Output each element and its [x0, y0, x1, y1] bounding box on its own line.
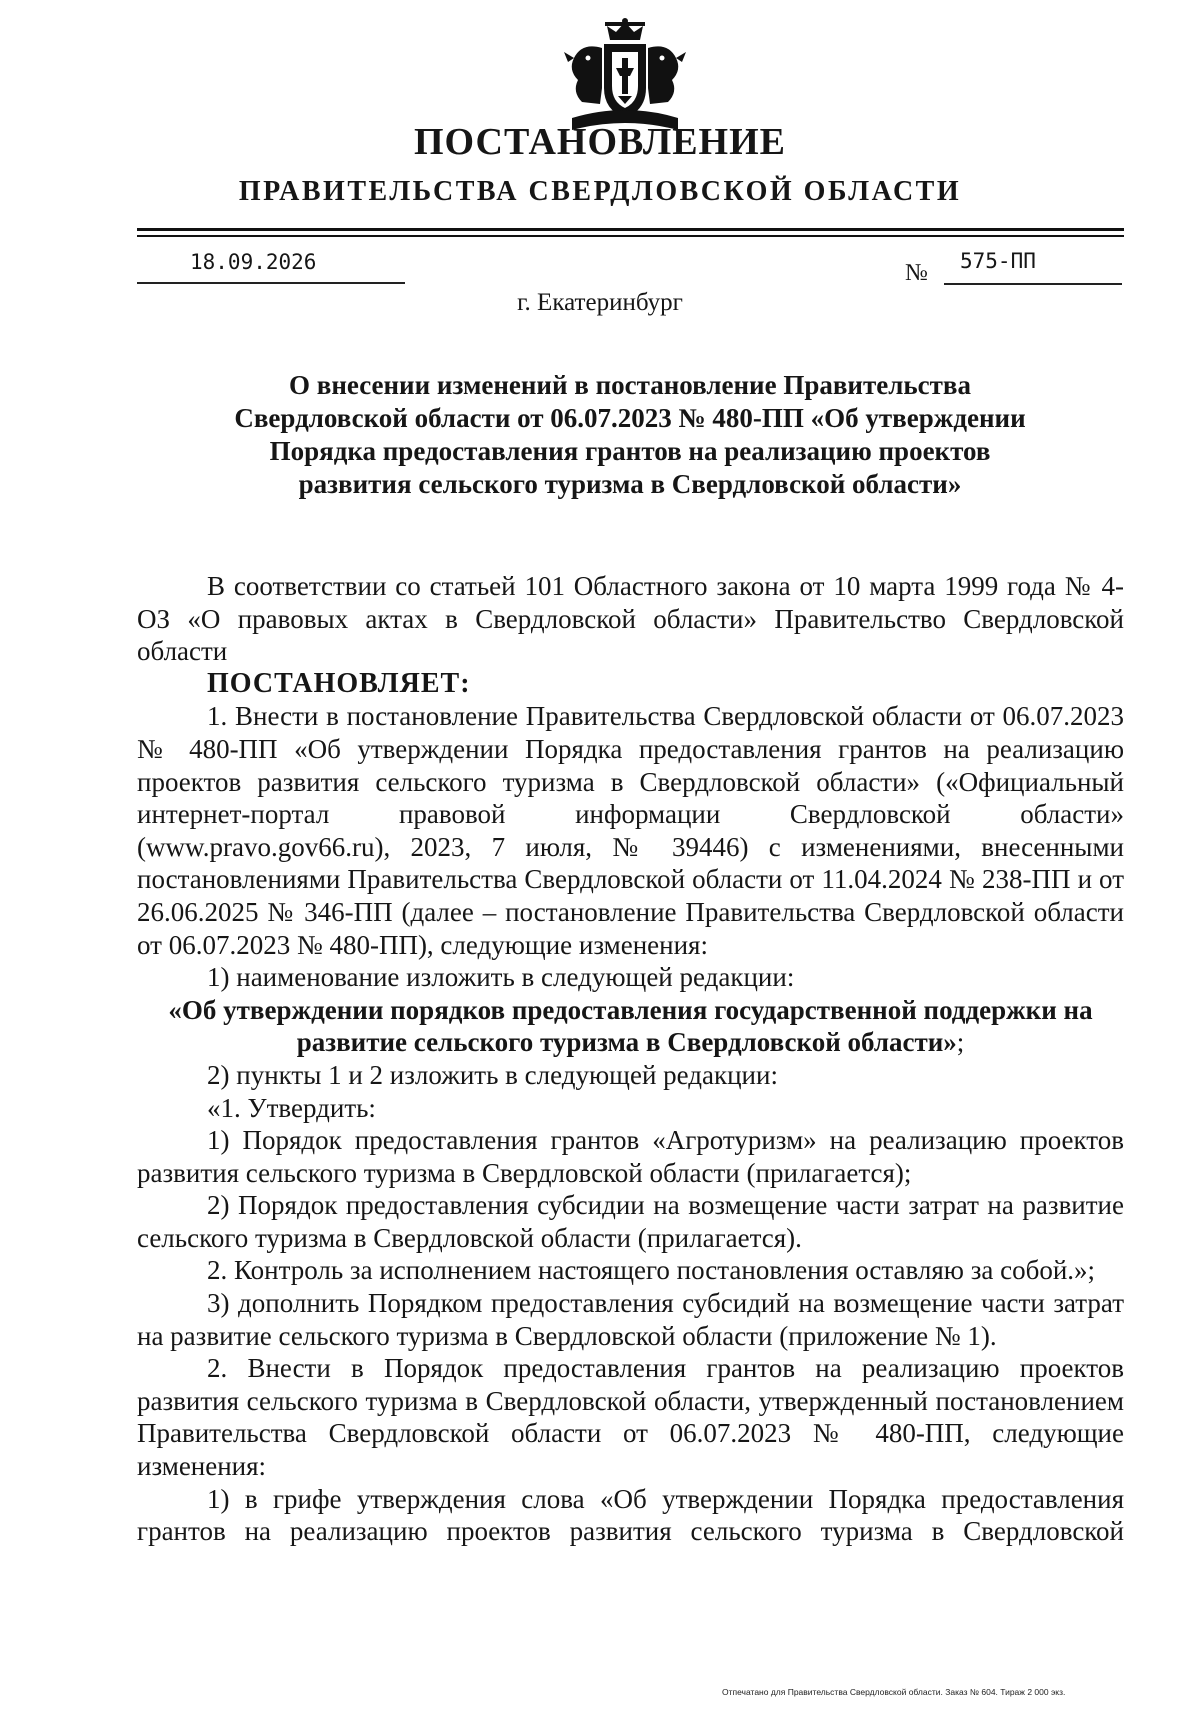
number-sign: №	[905, 260, 928, 286]
resolves-heading: ПОСТАНОВЛЯЕТ:	[207, 667, 471, 699]
preamble-paragraph: В соответствии со статьей 101 Областного закона от 10 марта 1999 года № 4-ОЗ «О правовых актах в Свердловской области» Правительство Свердловской области	[137, 571, 1124, 667]
new-name-text: «Об утверждении порядков предоставления государственной поддержки на развитие сельского туризма в Свердловской области»	[168, 994, 1093, 1058]
quoted-item-1: «1. Утвердить:	[207, 1092, 376, 1123]
header-rule-thick	[137, 228, 1124, 231]
quoted-item-1-1: 1) Порядок предоставления грантов «Агротуризм» на реализацию проектов развития сельского туризма в Свердловской области (прилагается);	[137, 1125, 1124, 1188]
document-body	[137, 570, 1124, 1548]
subparagraph-1-2: 2) пункты 1 и 2 изложить в следующей редакции:	[207, 1059, 778, 1090]
title-line: развития сельского туризма в Свердловской области»	[298, 469, 962, 499]
subparagraph-2-1: 1) в грифе утверждения слова «Об утверждении Порядка предоставления грантов на реализацию проектов развития сельского туризма в Свердловской	[137, 1483, 1124, 1547]
subparagraph-1-3: 3) дополнить Порядком предоставления субсидий на возмещение части затрат на развитие сельского туризма в Свердловской области (приложение № 1).	[137, 1288, 1124, 1351]
title-line: Порядка предоставления грантов на реализацию проектов	[269, 436, 991, 466]
quoted-item-1-2: 2) Порядок предоставления субсидии на возмещение части затрат на развитие сельского туризма в Свердловской области (прилагается).	[137, 1190, 1124, 1253]
coat-of-arms-icon	[560, 18, 690, 136]
paragraph-1: 1. Внести в постановление Правительства Свердловской области от 06.07.2023 № 480-ПП «Об утверждении Порядка предоставления грантов на реализацию проектов развития сельского туризма в Свердловской области» («Официальный интернет-портал правовой информации Свердловской области» (www.pravo.gov66.ru), 2023, 7 июля, № 39446) с изменениями, внесенными постановлениями Правительства Свердловской области от 11.04.2024 № 238-ПП и от 26.06.2025 № 346-ПП (далее – постановление Правительства Свердловской области от 06.07.2023 № 480-ПП), следующие изменения:	[137, 701, 1124, 960]
number-underline	[944, 283, 1122, 285]
new-name-quote	[137, 994, 1124, 1059]
city: г. Екатеринбург	[517, 289, 683, 316]
quoted-item-2: 2. Контроль за исполнением настоящего постановления оставляю за собой.»;	[207, 1255, 1096, 1286]
title-line: Свердловской области от 06.07.2023 № 480-ПП «Об утверждении	[234, 403, 1026, 433]
title-line: О внесении изменений в постановление Правительства	[289, 370, 971, 400]
date-underline	[137, 282, 405, 284]
subparagraph-1-1: 1) наименование изложить в следующей редакции:	[207, 962, 795, 993]
document-number: 575-ПП	[960, 249, 1036, 273]
issuing-authority-heading: ПРАВИТЕЛЬСТВА СВЕРДЛОВСКОЙ ОБЛАСТИ	[238, 176, 962, 207]
new-name-tail: ;	[956, 1027, 965, 1058]
header-rule-thin	[137, 235, 1124, 237]
document-title	[160, 369, 1100, 501]
print-note: Отпечатано для Правительства Свердловской области. Заказ № 604. Тираж 2 000 экз.	[722, 1687, 1066, 1697]
document-type-heading: ПОСТАНОВЛЕНИЕ	[413, 121, 787, 163]
paragraph-2: 2. Внести в Порядок предоставления грантов на реализацию проектов развития сельского туризма в Свердловской области, утвержденный постановлением Правительства Свердловской области от 06.07.2023 № 480-ПП, следующие изменения:	[137, 1353, 1124, 1482]
document-date: 18.09.2026	[190, 250, 317, 274]
